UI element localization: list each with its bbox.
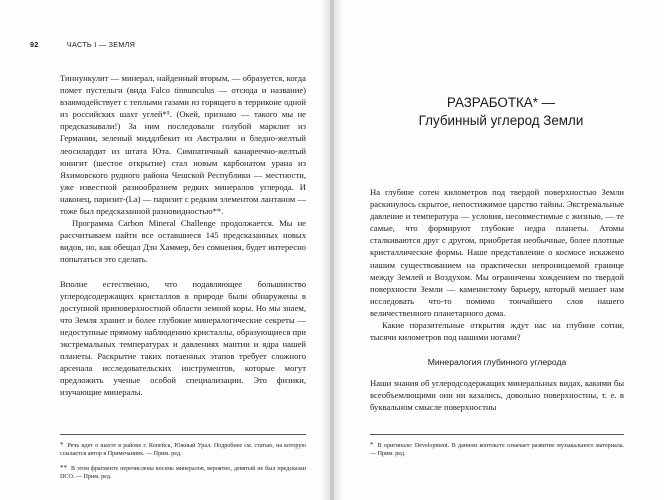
- paragraph-question: Какие поразительные открытия ждут нас на глубине сотни, тысячи километров под нашими ногами?: [370, 320, 624, 343]
- footnote-1-text: Речь идет о шахте в районе г. Копейск, Южный Урал. Подробнее см. статью, на которую ссылается автор в Примечаниях. — Прим. ред.: [60, 443, 306, 457]
- footnote-1-mark: *: [60, 441, 64, 449]
- section-subheading: Минералогия глубинного углерода: [427, 357, 567, 368]
- chapter-heading-line-2: Глубинный углерод Земли: [418, 113, 584, 128]
- footnote-development: [370, 441, 624, 458]
- gutter-shadow: [334, 0, 344, 500]
- paragraph-knowledge: Наши знания об углеродсодержащих минеральных видах, какими бы всеобъемлющими они ни казались, довольно поверхностны, т. е. в буквальном смысле поверхностны: [370, 378, 624, 413]
- chapter-heading: [366, 94, 636, 130]
- page-number: 92: [30, 40, 39, 49]
- footnote-development-text: В оригинале: Development. В данном контексте означает развитие музыкального материала. — Прим. ред.: [370, 443, 624, 457]
- footnote-2: [60, 464, 306, 481]
- footnote-2-text: В этом фрагменте перечислены восемь минералов, вероятно, девятый не был предсказан DCO. — Прим. ред.: [60, 466, 306, 480]
- running-head-title: ЧАСТЬ I — ЗЕМЛЯ: [66, 40, 136, 49]
- paragraph-deep-secrets: Вполне естественно, что подавляющее большинство углеродсодержащих кристаллов в природе были обнаружены в доступной приповерхностной области земной коры. Но мы знаем, что Земля хранит и более глубокие минералогические секреты — недоступные прямому наблюдению кристаллы, образующиеся при экстремальных температурах и давлениях мантии и ядра нашей планеты. Раскрытие таких потаенных этапов требует сложного арсенала исследовательских инструментов, которые могут предложить ученые особой специализации. Это физики, изучающие минералы.: [60, 278, 306, 398]
- gutter-shadow: [320, 0, 330, 500]
- paragraph-deep-realm: На глубине сотен километров под твердой поверхностью Земли раскинулось скрытое, непостижимое царство тайны. Экстремальные давление и температура — условия, несовместимые с жизнью, — те самые, что формируют глубокие недра планеты. Атомы сталкиваются друг с другом, приобретая необычные, более плотные кристаллические формы. Наше представление о космосе искажено нашим существованием на практически непроницаемой границе между Землей и Воздухом. Мы ограничены хождением по твердой поверхности Земли — каменистому барьеру, который мешает нам исследовать что-то помимо тончайшего слоя нашего величественного планетарного дома.: [370, 187, 624, 318]
- footnote-development-mark: *: [370, 441, 374, 449]
- right-body-text: [370, 186, 624, 414]
- left-footnotes: [60, 434, 306, 487]
- running-header: [30, 40, 135, 49]
- chapter-heading-line-1: РАЗРАБОТКА* —: [446, 95, 556, 110]
- footnote-1: [60, 441, 306, 458]
- paragraph-program: Программа Carbon Mineral Challenge продолжается. Мы не рассчитываем найти все оставшиеся 145 предсказанных новых видов, но, как обещал Дэн Хаммер, без сомнения, будет интересно попытаться это сделать.: [60, 218, 306, 265]
- paragraph-tinnunculite: Тиннункулит — минерал, найденный вторым, — образуется, когда помет пустельги (вида Falco tinnunculus — отсюда и название) взаимодействует с теплыми газами из горящего в терриконе одной из российских шахт углей*⁵. (Окей, признаю — такого мы не предсказывали!) За ним последовали голубой марклит из Германии, зеленый миддлбекит из Австралии и бледно-желтый леосилардит из штата Юта. Симпатичный канареечно-желтый юингит (шестое открытие) стал новым карбонатом урана из Яхимовского рудного района Чешской Республики — местности, уже известной разнообразием редких минералов углерода. И наконец, паризит-(La) — паризит с редким элементом лантаном — тоже был предсказанной разновидностью**.: [60, 73, 306, 217]
- right-footnotes: [370, 434, 624, 458]
- footnote-2-mark: **: [60, 464, 67, 472]
- left-body-text: [60, 72, 306, 398]
